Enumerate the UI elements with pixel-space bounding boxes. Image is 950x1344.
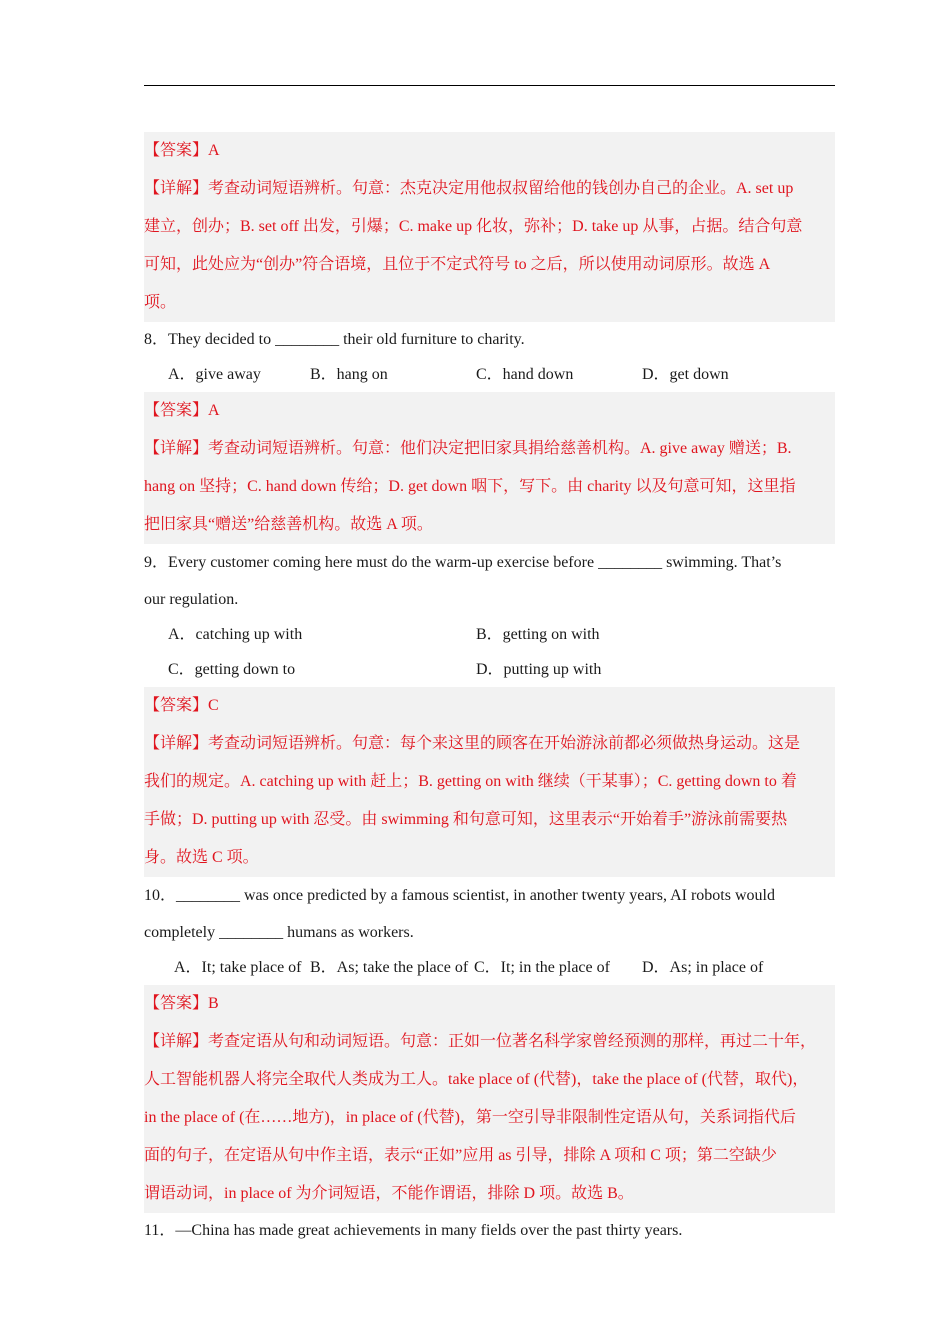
question-8: [144, 322, 835, 392]
document-body: [144, 132, 835, 1248]
option-d[interactable]: D．putting up with: [476, 661, 602, 678]
answer-line: 【答案】A: [144, 142, 220, 159]
detail-line: 【详解】考查动词短语辨析。句意：他们决定把旧家具捐给慈善机构。A. give away 赠送；B.: [144, 440, 792, 457]
option-b[interactable]: B．hang on: [310, 366, 388, 383]
options-row: [144, 652, 835, 687]
question-text: 8．They decided to ________ their old furniture to charity.: [144, 331, 525, 348]
answer-block-7: [144, 132, 835, 322]
answer-line: 【答案】B: [144, 995, 219, 1012]
detail-line: 我们的规定。A. catching up with 赶上；B. getting on with 继续（干某事）；C. getting down to 着: [144, 773, 797, 790]
option-d[interactable]: D．get down: [642, 366, 729, 383]
option-c[interactable]: C．getting down to: [168, 661, 296, 678]
option-b[interactable]: B．As; take the place of: [310, 959, 469, 976]
option-a[interactable]: A．catching up with: [168, 626, 303, 643]
detail-line: 可知，此处应为“创办”符合语境，且位于不定式符号 to 之后，所以使用动词原形。故选 A: [144, 256, 771, 273]
detail-line: 手做；D. putting up with 忍受。由 swimming 和句意可知，这里表示“开始着手”游泳前需要热: [144, 811, 788, 828]
question-text: completely ________ humans as workers.: [144, 924, 414, 941]
question-11: [144, 1213, 835, 1248]
detail-line: 建立，创办；B. set off 出发，引爆；C. make up 化妆，弥补；D. take up 从事，占据。结合句意: [144, 218, 803, 235]
detail-line: 把旧家具“赠送”给慈善机构。故选 A 项。: [144, 516, 433, 533]
detail-line: 【详解】考查动词短语辨析。句意：每个来这里的顾客在开始游泳前都必须做热身运动。这是: [144, 735, 801, 752]
answer-block-9: [144, 687, 835, 877]
question-9: [144, 544, 835, 687]
options-row: [144, 950, 835, 985]
option-c[interactable]: C．hand down: [476, 366, 574, 383]
detail-line: 面的句子，在定语从句中作主语，表示“正如”应用 as 引导，排除 A 项和 C 项；第二空缺少: [144, 1147, 777, 1164]
detail-line: in the place of (在……地方)，in place of (代替)，第一空引导非限制性定语从句，关系词指代后: [144, 1109, 796, 1126]
detail-line: hang on 坚持；C. hand down 传给；D. get down 咽下，写下。由 charity 以及句意可知，这里指: [144, 478, 796, 495]
options-row: [144, 617, 835, 652]
option-a[interactable]: A．It; take place of: [174, 959, 302, 976]
detail-line: 人工智能机器人将完全取代人类成为工人。take place of (代替)，take the place of (代替，取代)，: [144, 1071, 809, 1088]
detail-line: 身。故选 C 项。: [144, 849, 259, 866]
detail-line: 【详解】考查动词短语辨析。句意：杰克决定用他叔叔留给他的钱创办自己的企业。A. set up: [144, 180, 794, 197]
answer-block-10: [144, 985, 835, 1213]
detail-line: 【详解】考查定语从句和动词短语。句意：正如一位著名科学家曾经预测的那样，再过二十年，: [144, 1033, 817, 1050]
answer-block-8: [144, 392, 835, 544]
question-text: our regulation.: [144, 591, 239, 608]
option-d[interactable]: D．As; in place of: [642, 959, 764, 976]
option-b[interactable]: B．getting on with: [476, 626, 600, 643]
option-c[interactable]: C．It; in the place of: [474, 959, 610, 976]
detail-line: 谓语动词，in place of 为介词短语，不能作谓语，排除 D 项。故选 B。: [144, 1185, 634, 1202]
option-a[interactable]: A．give away: [168, 366, 261, 383]
options-row: [144, 357, 835, 392]
answer-line: 【答案】A: [144, 402, 220, 419]
question-text: 11．—China has made great achievements in many fields over the past thirty years.: [144, 1222, 683, 1239]
answer-line: 【答案】C: [144, 697, 219, 714]
question-text: 10．________ was once predicted by a famous scientist, in another twenty years, AI robots would: [144, 887, 775, 904]
question-text: 9．Every customer coming here must do the warm-up exercise before ________ swimming. That’s: [144, 554, 782, 571]
detail-line: 项。: [144, 294, 177, 311]
header-rule: [144, 85, 835, 86]
question-10: [144, 877, 835, 985]
